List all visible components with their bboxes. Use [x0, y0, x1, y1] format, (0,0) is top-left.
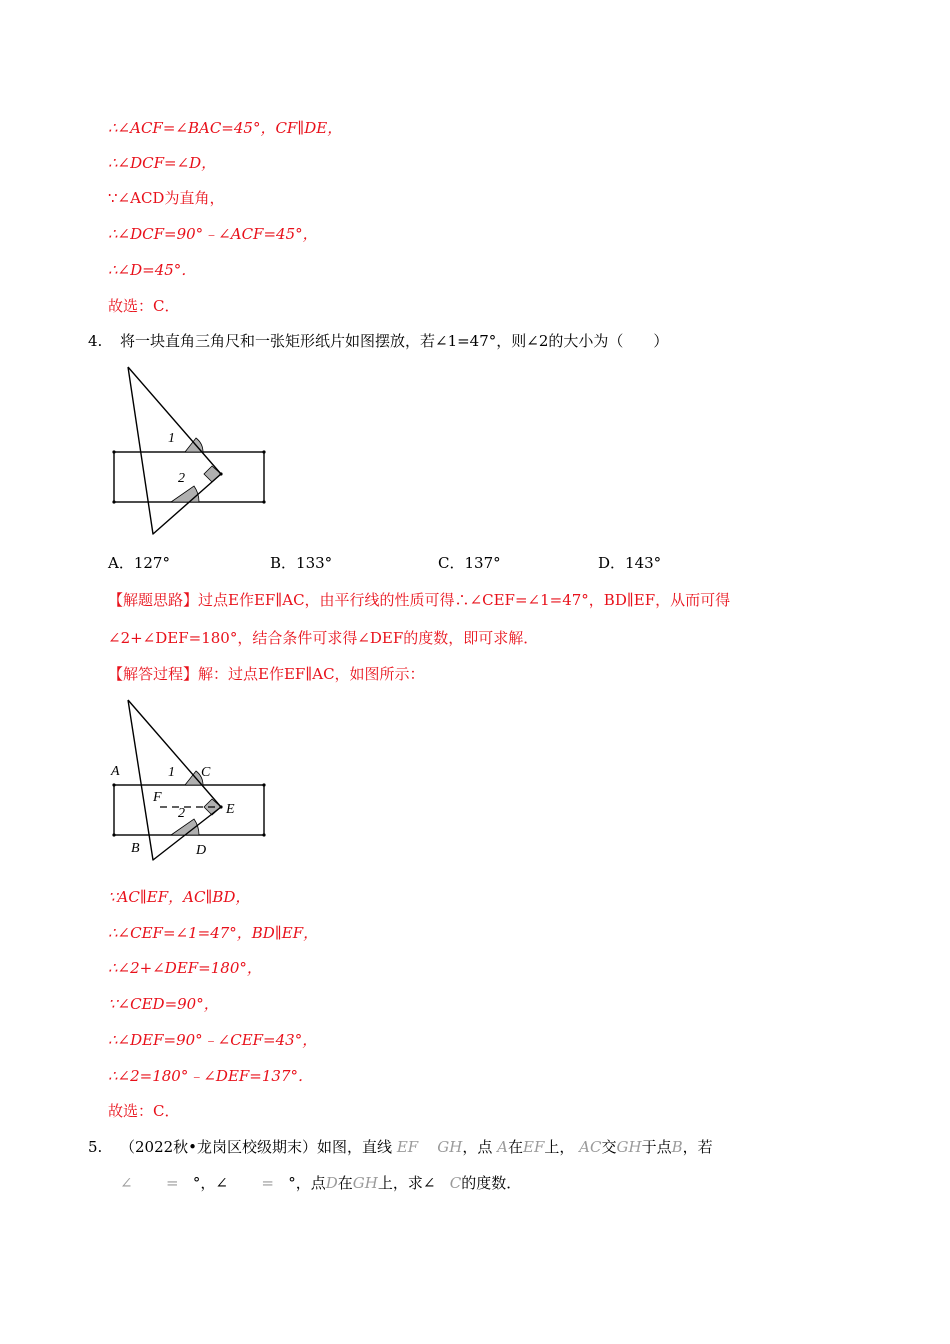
q4-step-5: ∴∠DEF=90°﹣∠CEF=43°， — [108, 1031, 318, 1049]
q4-idea-line1: 【解题思路】过点E作EF∥AC，由平行线的性质可得∴∠CEF=∠1=47°，BD∥EF，从而可得 — [108, 591, 731, 609]
sol-angle1-label: 1 — [168, 765, 175, 780]
q4-step-4: ∵∠CED=90°， — [108, 995, 219, 1013]
q4-number: 4. — [88, 332, 103, 350]
prev-step-4: ∴∠DCF=90°﹣∠ACF=45°， — [108, 225, 318, 243]
label-f: F — [153, 790, 162, 805]
option-c[interactable]: C．137° — [438, 554, 501, 572]
angle2-mark — [171, 486, 199, 502]
label-b: B — [131, 841, 140, 856]
q5-line2: ∠ = °，∠ = °，点D在GH上，求∠ C的度数． — [120, 1174, 522, 1192]
q4-angle2-label: 2 — [178, 471, 185, 486]
label-e: E — [226, 802, 235, 817]
q4-figure — [108, 362, 278, 542]
option-b[interactable]: B．133° — [270, 554, 333, 572]
q4-step-6: ∴∠2=180°﹣∠DEF=137°． — [108, 1067, 314, 1085]
option-a[interactable]: A．127° — [108, 554, 170, 572]
q4-solution-figure — [108, 695, 278, 865]
option-d[interactable]: D．143° — [598, 554, 662, 572]
prev-step-1: ∴∠ACF=∠BAC=45°，CF∥DE， — [108, 119, 343, 137]
q4-process: 【解答过程】解：过点E作EF∥AC，如图所示： — [108, 665, 425, 683]
q4-stem: 将一块直角三角尺和一张矩形纸片如图摆放，若∠1=47°，则∠2的大小为（ ） — [120, 332, 669, 350]
prev-answer: 故选：C． — [108, 297, 180, 315]
q4-step-1: ∵AC∥EF，AC∥BD， — [108, 888, 251, 906]
q4-step-2: ∴∠CEF=∠1=47°，BD∥EF， — [108, 924, 319, 942]
q5-line1: （2022秋•龙岗区校级期末）如图，直线 EF GH，点 A在EF上， AC交GH于点B，若 — [120, 1138, 713, 1156]
q4-answer: 故选：C． — [108, 1102, 180, 1120]
q4-angle1-label: 1 — [168, 431, 175, 446]
triangle-ruler — [128, 367, 221, 534]
label-d: D — [196, 843, 207, 858]
sol-angle2-label: 2 — [178, 806, 185, 821]
q4-step-3: ∴∠2+∠DEF=180°， — [108, 959, 262, 977]
q4-idea-line2: ∠2+∠DEF=180°，结合条件可求得∠DEF的度数，即可求解． — [108, 629, 539, 647]
label-a: A — [111, 764, 120, 779]
prev-step-2: ∴∠DCF=∠D， — [108, 154, 217, 172]
q5-number: 5. — [88, 1138, 103, 1156]
prev-step-5: ∴∠D=45°． — [108, 261, 197, 279]
right-angle-mark — [204, 466, 221, 482]
label-c: C — [201, 765, 211, 780]
prev-step-3: ∵∠ACD为直角， — [108, 189, 225, 207]
